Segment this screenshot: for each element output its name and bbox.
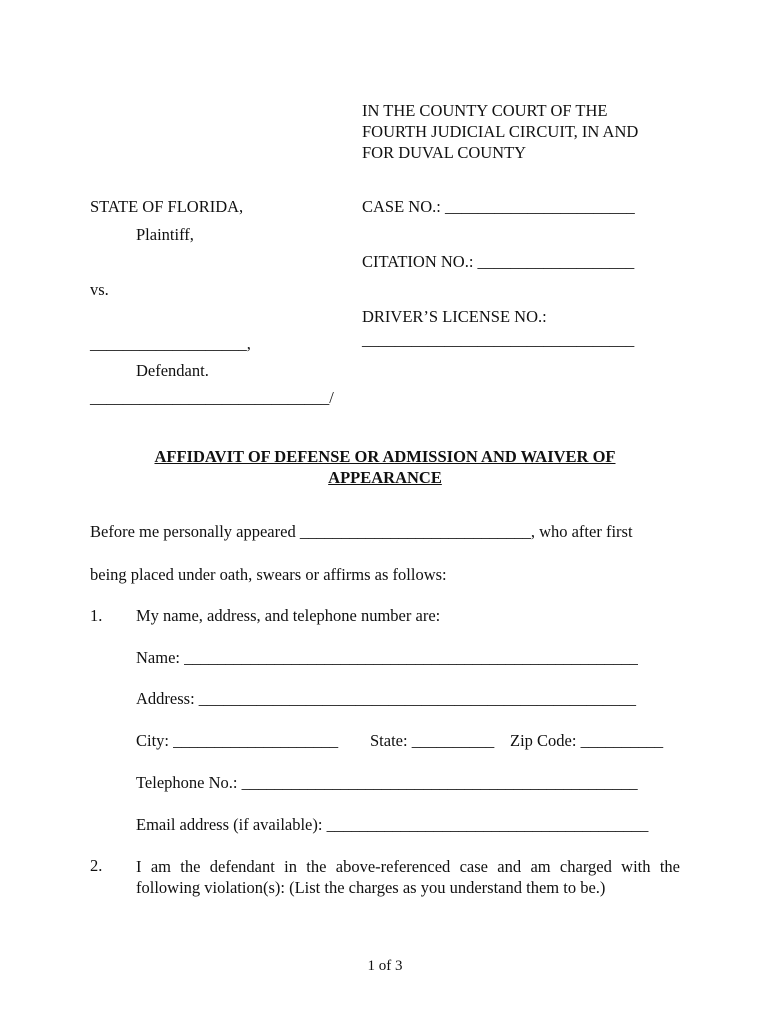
drivers-license-label: DRIVER’S LICENSE NO.: <box>362 307 547 326</box>
intro-line-1[interactable]: Before me personally appeared ____________________________, who after first <box>90 522 633 541</box>
item-2-line-1: I am the defendant in the above-referenced case and am charged with the <box>136 857 680 876</box>
intro-line-2: being placed under oath, swears or affirms as follows: <box>90 565 447 584</box>
document-title-line-1: AFFIDAVIT OF DEFENSE OR ADMISSION AND WAIVER OF <box>154 447 616 466</box>
page-number: 1 of 3 <box>367 958 403 974</box>
defendant-label: Defendant. <box>136 361 209 380</box>
email-field[interactable]: Email address (if available): _______________________________________ <box>136 815 649 834</box>
plaintiff-name: STATE OF FLORIDA, <box>90 197 244 216</box>
state-field[interactable]: State: __________ <box>370 731 495 750</box>
court-header-line-3: FOR DUVAL COUNTY <box>362 143 527 162</box>
item-2-paragraph <box>136 856 680 898</box>
court-header-line-1: IN THE COUNTY COURT OF THE <box>362 101 608 120</box>
item-2-number: 2. <box>90 856 103 875</box>
zip-code-field[interactable]: Zip Code: __________ <box>510 731 664 750</box>
plaintiff-label: Plaintiff, <box>136 225 194 244</box>
defendant-name-blank[interactable]: ___________________, <box>90 334 251 353</box>
versus-label: vs. <box>90 280 109 299</box>
document-title <box>90 446 680 488</box>
caption-closing-line: _____________________________/ <box>90 388 334 407</box>
drivers-license-field[interactable]: _________________________________ <box>362 330 635 349</box>
citation-number-field[interactable]: CITATION NO.: ___________________ <box>362 252 635 271</box>
address-field[interactable]: Address: _____________________________________________________ <box>136 689 637 708</box>
court-header-line-2: FOURTH JUDICIAL CIRCUIT, IN AND <box>362 122 639 141</box>
item-1-number: 1. <box>90 606 103 625</box>
case-number-field[interactable]: CASE NO.: _______________________ <box>362 197 635 216</box>
telephone-field[interactable]: Telephone No.: ________________________________________________ <box>136 773 638 792</box>
city-field[interactable]: City: ____________________ <box>136 731 339 750</box>
name-field[interactable]: Name: _______________________________________________________ <box>136 648 638 667</box>
document-title-line-2: APPEARANCE <box>328 468 442 487</box>
item-2-line-2: following violation(s): (List the charges as you understand them to be.) <box>136 878 606 897</box>
item-1-text: My name, address, and telephone number are: <box>136 606 441 625</box>
court-header <box>362 100 638 163</box>
